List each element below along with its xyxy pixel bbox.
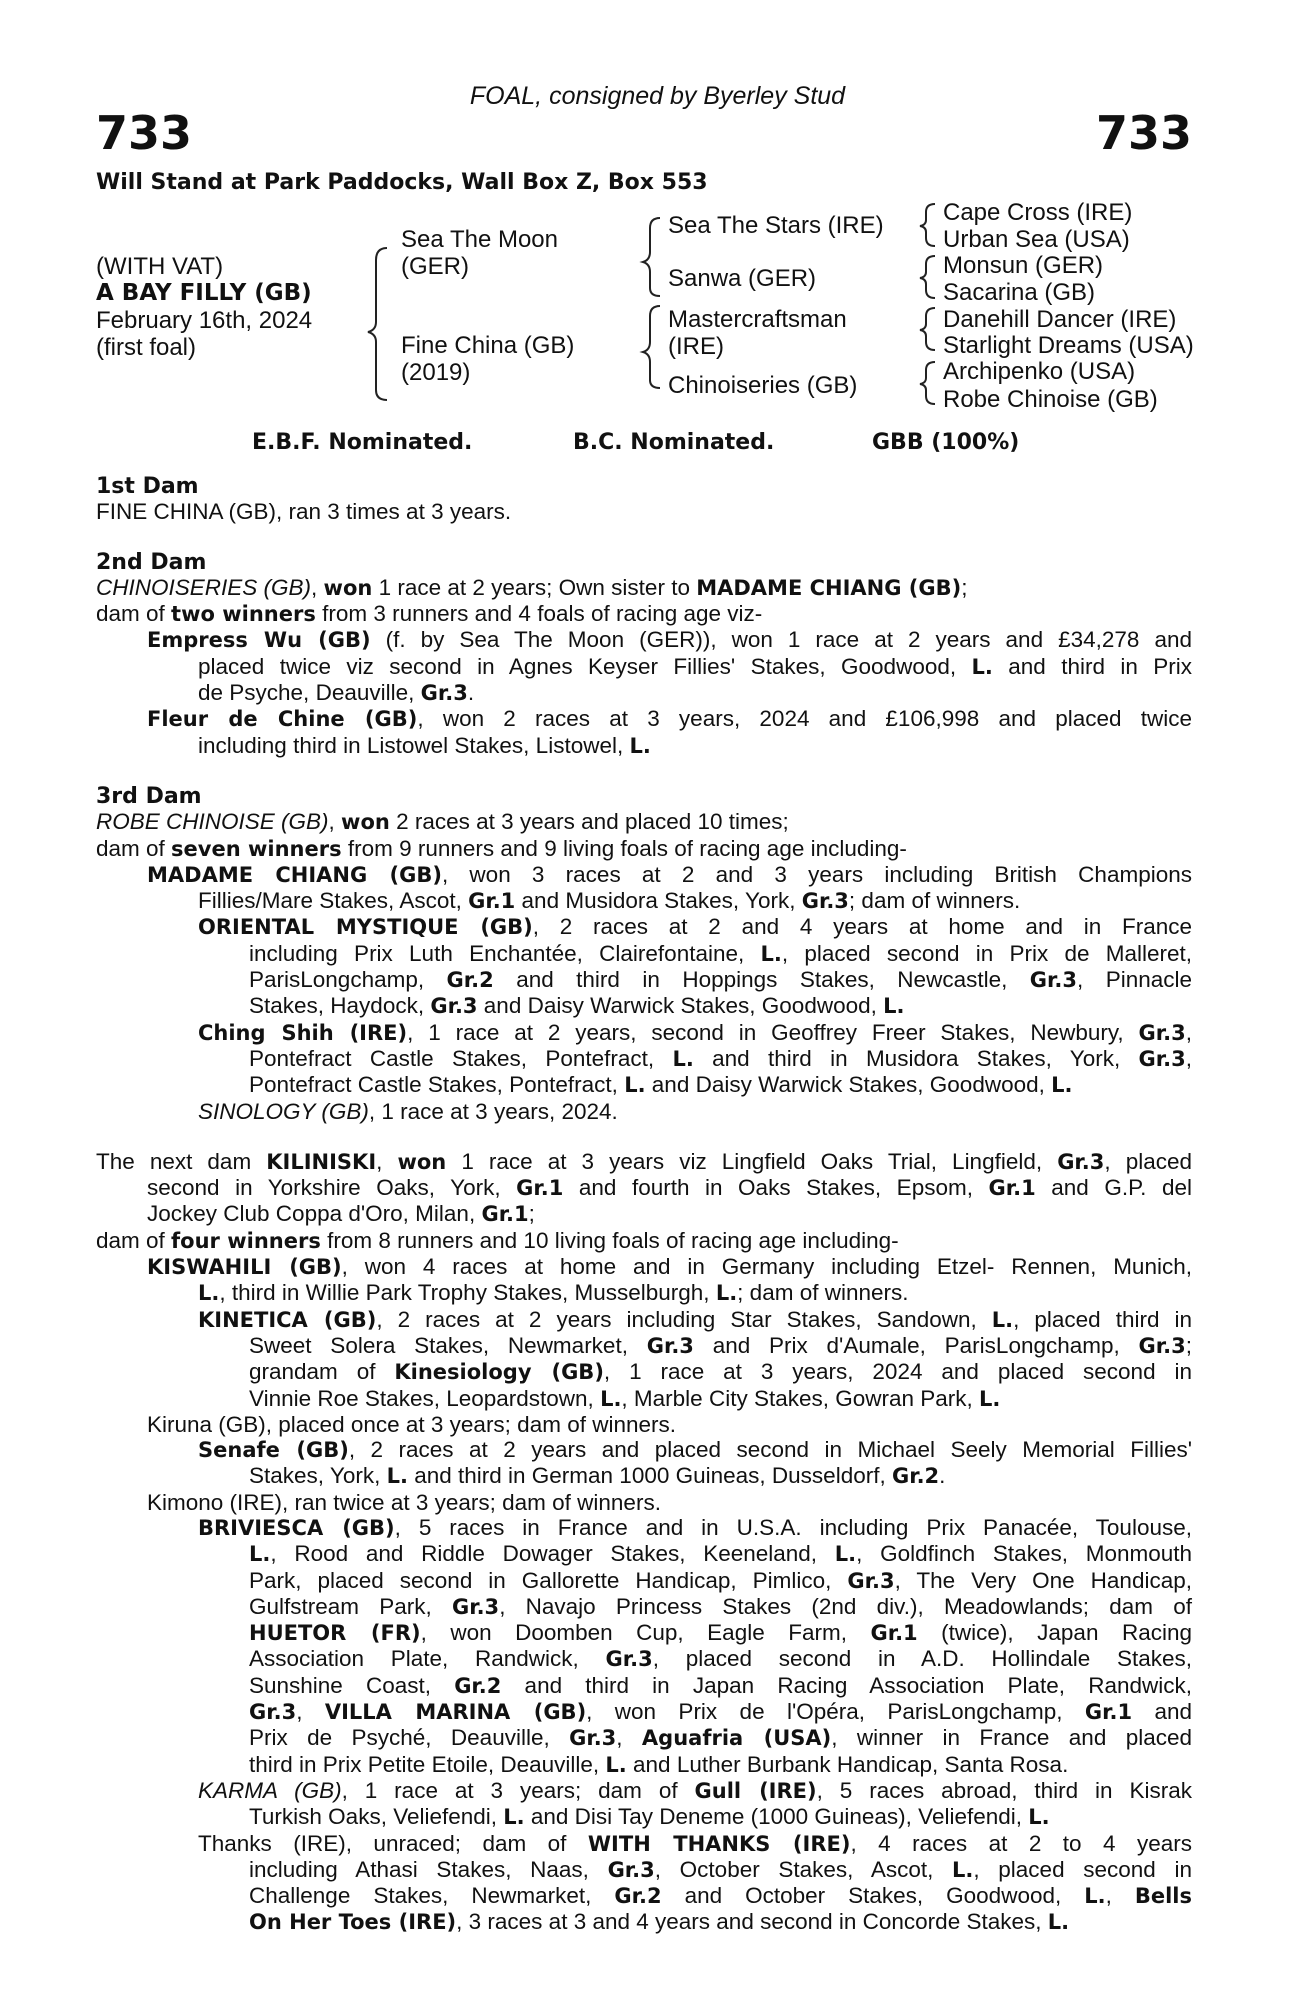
dam-name: Fine China (GB) bbox=[401, 332, 575, 359]
bold-text: Gr.3 bbox=[646, 1333, 694, 1358]
italic-text: SINOLOGY (GB) bbox=[198, 1098, 369, 1124]
pedigree-g5: Danehill Dancer (IRE) bbox=[943, 306, 1177, 333]
text-run: and third in Hoppings Stakes, Newcastle, bbox=[493, 967, 1030, 993]
text-run: . bbox=[939, 1463, 946, 1489]
lot-number-right: 733 bbox=[1095, 106, 1192, 160]
bold-text: L. bbox=[991, 1307, 1014, 1332]
text-line bbox=[96, 1804, 1192, 1830]
text-line bbox=[96, 1594, 1192, 1620]
text-run: and fourth in Oaks Stakes, Epsom, bbox=[563, 1175, 989, 1201]
pedigree-dam-dam: Chinoiseries (GB) bbox=[668, 372, 858, 399]
text-run: , winner in France and placed bbox=[831, 1725, 1193, 1751]
text-line bbox=[96, 1725, 1192, 1751]
bold-text: won bbox=[397, 1149, 447, 1174]
text-run: ParisLongchamp, bbox=[249, 967, 447, 993]
bold-text: L. bbox=[883, 994, 905, 1019]
text-line bbox=[96, 1673, 1192, 1699]
bold-text: Bells bbox=[1134, 1884, 1192, 1909]
bold-text: Gr.1 bbox=[516, 1176, 564, 1201]
text-line bbox=[96, 1883, 1192, 1909]
text-line bbox=[96, 1020, 1192, 1046]
text-line bbox=[96, 1752, 1192, 1778]
text-line bbox=[96, 1099, 1192, 1124]
dam-sire-country: (IRE) bbox=[668, 333, 724, 360]
text-run: dam of bbox=[96, 601, 172, 627]
text-run: Vinnie Roe Stakes, Leopardstown, bbox=[249, 1385, 601, 1411]
text-run: dam of bbox=[96, 1227, 172, 1253]
text-run: Kimono (IRE), ran twice at 3 years; dam of winners. bbox=[147, 1489, 661, 1515]
text-line bbox=[96, 1280, 1192, 1306]
text-run: placed twice viz second in Agnes Keyser Fillies' Stakes, Goodwood, bbox=[198, 653, 972, 679]
text-run: and Daisy Warwick Stakes, Goodwood, bbox=[645, 1072, 1052, 1098]
text-line bbox=[96, 836, 1192, 862]
bold-text: Gr.3 bbox=[451, 1594, 500, 1619]
bold-text: Gr.3 bbox=[607, 1857, 655, 1882]
text-run: Kiruna (GB), placed once at 3 years; dam of winners. bbox=[147, 1411, 677, 1437]
text-line bbox=[96, 1699, 1192, 1725]
bold-text: Gr.3 bbox=[430, 994, 478, 1019]
text-run: grandam of bbox=[249, 1359, 395, 1385]
section-heading: 1st Dam bbox=[96, 474, 199, 499]
pedigree-g1: Cape Cross (IRE) bbox=[943, 199, 1133, 226]
bold-text: Ching Shih (IRE) bbox=[198, 1020, 408, 1045]
text-line bbox=[96, 809, 1192, 835]
text-run: , Pinnacle bbox=[1077, 967, 1192, 993]
text-line bbox=[96, 733, 1192, 759]
text-line bbox=[96, 1175, 1192, 1201]
text-run: , bbox=[376, 1148, 398, 1174]
catalogue-body bbox=[96, 474, 1192, 1936]
bold-text: Gr.1 bbox=[481, 1202, 529, 1227]
bold-text: Gull (IRE) bbox=[694, 1778, 817, 1803]
bold-text: L. bbox=[1084, 1884, 1106, 1909]
text-run: , won 2 races at 3 years, 2024 and £106,998 and placed twice bbox=[417, 706, 1192, 732]
bold-text: Empress Wu (GB) bbox=[147, 628, 371, 653]
bold-text: L. bbox=[624, 1073, 646, 1098]
text-line bbox=[96, 1254, 1192, 1280]
text-run: second in Yorkshire Oaks, York, bbox=[147, 1175, 517, 1201]
text-line bbox=[96, 601, 1192, 627]
text-line bbox=[96, 1857, 1192, 1883]
text-line bbox=[96, 1778, 1192, 1804]
bold-text: seven winners bbox=[171, 836, 342, 861]
text-run: Stakes, York, bbox=[249, 1463, 387, 1489]
text-line bbox=[96, 1333, 1192, 1359]
section-gap bbox=[96, 1124, 1192, 1149]
text-line bbox=[96, 654, 1192, 680]
text-run: and Luther Burbank Handicap, Santa Rosa. bbox=[626, 1751, 1069, 1777]
bold-text: L. bbox=[249, 1542, 271, 1567]
text-run: including Athasi Stakes, Naas, bbox=[249, 1856, 608, 1882]
text-run: Turkish Oaks, Veliefendi, bbox=[249, 1804, 504, 1830]
dam-year: (2019) bbox=[401, 359, 471, 386]
text-run: including Prix Luth Enchantée, Clairefontaine, bbox=[249, 940, 761, 966]
pedigree-g6: Starlight Dreams (USA) bbox=[943, 332, 1194, 359]
text-run: Gulfstream Park, bbox=[249, 1593, 452, 1619]
bold-text: HUETOR (FR) bbox=[249, 1621, 421, 1646]
pedigree-g3: Monsun (GER) bbox=[943, 252, 1104, 279]
bold-text: Gr.3 bbox=[569, 1726, 617, 1751]
text-run: , placed second in bbox=[973, 1856, 1192, 1882]
italic-text: KARMA (GB) bbox=[198, 1777, 342, 1803]
bold-text: Gr.3 bbox=[1138, 1333, 1186, 1358]
text-run: ; dam of winners. bbox=[848, 888, 1021, 914]
text-run: and third in Prix bbox=[992, 653, 1192, 679]
text-line bbox=[96, 1359, 1192, 1385]
text-run: , 5 races abroad, third in Kisrak bbox=[816, 1777, 1192, 1803]
text-run: , 3 races at 3 and 4 years and second in Concorde Stakes, bbox=[456, 1909, 1048, 1935]
text-run: , won Prix de l'Opéra, ParisLongchamp, bbox=[586, 1699, 1085, 1725]
text-run: 1 race at 3 years viz Lingfield Oaks Trial, Lingfield, bbox=[446, 1148, 1058, 1174]
text-run: , 1 race at 3 years, 2024. bbox=[368, 1098, 618, 1124]
text-run: , bbox=[1185, 1045, 1192, 1071]
bold-text: L. bbox=[629, 733, 651, 758]
sire-name: Sea The Moon bbox=[401, 226, 558, 253]
bold-text: L. bbox=[979, 1386, 1001, 1411]
stand-location: Will Stand at Park Paddocks, Wall Box Z, Box 553 bbox=[96, 170, 708, 195]
gbb-rating: GBB (100%) bbox=[872, 430, 1020, 455]
bold-text: Gr.3 bbox=[847, 1568, 895, 1593]
consignment-line: FOAL, consigned by Byerley Stud bbox=[469, 82, 846, 110]
text-line bbox=[96, 1412, 1192, 1437]
bold-text: BRIVIESCA (GB) bbox=[198, 1515, 395, 1540]
pedigree-g8: Robe Chinoise (GB) bbox=[943, 386, 1158, 413]
bold-text: L. bbox=[952, 1857, 974, 1882]
text-run: and third in Musidora Stakes, York, bbox=[693, 1045, 1139, 1071]
bold-text: Fleur de Chine (GB) bbox=[147, 707, 418, 732]
bold-text: KINETICA (GB) bbox=[198, 1307, 377, 1332]
text-run: , 1 race at 3 years; dam of bbox=[341, 1777, 695, 1803]
text-line bbox=[96, 967, 1192, 993]
text-line bbox=[96, 680, 1192, 706]
text-run: , won Doomben Cup, Eagle Farm, bbox=[420, 1620, 871, 1646]
bold-text: Gr.2 bbox=[891, 1464, 940, 1489]
text-line bbox=[96, 1228, 1192, 1254]
text-run: (twice), Japan Racing bbox=[917, 1620, 1192, 1646]
text-run: Stakes, Haydock, bbox=[249, 993, 431, 1019]
text-run: and G.P. del bbox=[1035, 1175, 1192, 1201]
text-line bbox=[96, 1072, 1192, 1098]
text-line bbox=[96, 627, 1192, 653]
pedigree-dam-sire bbox=[668, 306, 847, 360]
text-run: , placed second in A.D. Hollindale Stakes, bbox=[652, 1646, 1192, 1672]
bold-text: Gr.1 bbox=[468, 889, 516, 914]
bold-text: L. bbox=[834, 1542, 857, 1567]
text-line bbox=[96, 1386, 1192, 1412]
bold-text: Gr.3 bbox=[1029, 968, 1077, 993]
text-run: Jockey Club Coppa d'Oro, Milan, bbox=[147, 1201, 482, 1227]
text-line bbox=[96, 1831, 1192, 1857]
bold-text: Gr.3 bbox=[1138, 1046, 1186, 1071]
text-run: de Psyche, Deauville, bbox=[198, 680, 421, 706]
bold-text: four winners bbox=[171, 1228, 321, 1253]
text-run: FINE CHINA (GB), ran 3 times at 3 years. bbox=[96, 499, 512, 525]
pedigree-sire-dam: Sanwa (GER) bbox=[668, 265, 817, 292]
bold-text: Gr.3 bbox=[1138, 1020, 1186, 1045]
text-run: , bbox=[616, 1725, 642, 1751]
text-line bbox=[96, 1515, 1192, 1541]
section-gap bbox=[96, 525, 1192, 550]
text-run: and Prix d'Aumale, ParisLongchamp, bbox=[693, 1332, 1139, 1358]
text-line bbox=[96, 941, 1192, 967]
text-run: , Goldfinch Stakes, Monmouth bbox=[856, 1541, 1192, 1567]
text-line bbox=[96, 575, 1192, 601]
text-run: , Marble City Stakes, Gowran Park, bbox=[621, 1385, 980, 1411]
bold-text: two winners bbox=[171, 602, 316, 627]
bold-text: ORIENTAL MYSTIQUE (GB) bbox=[198, 915, 533, 940]
bold-text: L. bbox=[1028, 1805, 1050, 1830]
text-run: (f. by Sea The Moon (GER)), won 1 race at 2 years and £34,278 and bbox=[370, 627, 1192, 653]
bold-text: VILLA MARINA (GB) bbox=[324, 1700, 587, 1725]
bold-text: L. bbox=[503, 1805, 525, 1830]
text-run: Sweet Solera Stakes, Newmarket, bbox=[249, 1332, 647, 1358]
text-run: Pontefract Castle Stakes, Pontefract, bbox=[249, 1072, 625, 1098]
text-run: , bbox=[296, 1699, 325, 1725]
text-run: , The Very One Handicap, bbox=[894, 1567, 1192, 1593]
text-run: , 4 races at 2 to 4 years bbox=[850, 1830, 1192, 1856]
text-line bbox=[96, 1307, 1192, 1333]
text-run: , won 4 races at home and in Germany including Etzel- Rennen, Munich, bbox=[341, 1254, 1192, 1280]
text-run: , 1 race at 3 years, 2024 and placed second in bbox=[603, 1359, 1192, 1385]
bold-text: L. bbox=[1047, 1910, 1070, 1935]
text-run: Park, placed second in Gallorette Handicap, Pimlico, bbox=[249, 1567, 848, 1593]
bold-text: L. bbox=[600, 1386, 622, 1411]
pedigree-sire bbox=[401, 226, 558, 280]
text-run: ; dam of winners. bbox=[737, 1280, 909, 1306]
text-line bbox=[96, 706, 1192, 732]
bold-text: MADAME CHIANG (GB) bbox=[696, 575, 962, 600]
text-run: including third in Listowel Stakes, Listowel, bbox=[198, 732, 630, 758]
text-run: Sunshine Coast, bbox=[249, 1672, 455, 1698]
text-run: . bbox=[467, 680, 475, 706]
text-line bbox=[96, 993, 1192, 1019]
foal-note: (first foal) bbox=[96, 334, 197, 361]
text-run: from 8 runners and 10 living foals of racing age including- bbox=[320, 1227, 899, 1253]
text-line bbox=[96, 1490, 1192, 1515]
pedigree-g4: Sacarina (GB) bbox=[943, 279, 1096, 306]
text-run: Thanks (IRE), unraced; dam of bbox=[198, 1830, 588, 1856]
text-run: The next dam bbox=[96, 1148, 267, 1174]
bold-text: L. bbox=[672, 1046, 694, 1071]
text-run: and October Stakes, Goodwood, bbox=[661, 1883, 1085, 1909]
bold-text: Gr.2 bbox=[614, 1884, 662, 1909]
bold-text: Gr.3 bbox=[249, 1700, 297, 1725]
text-run: , 2 races at 2 years including Star Stakes, Sandown, bbox=[376, 1306, 992, 1332]
foaled-date: February 16th, 2024 bbox=[96, 307, 313, 334]
bold-text: Kinesiology (GB) bbox=[394, 1360, 604, 1385]
bold-text: L. bbox=[1051, 1073, 1073, 1098]
text-line bbox=[96, 1568, 1192, 1594]
bold-text: Gr.3 bbox=[605, 1647, 653, 1672]
text-run: and third in German 1000 Guineas, Dusseldorf, bbox=[407, 1463, 892, 1489]
text-line bbox=[96, 1646, 1192, 1672]
pedigree-g2: Urban Sea (USA) bbox=[943, 226, 1130, 253]
bc-nomination: B.C. Nominated. bbox=[573, 430, 775, 455]
lot-number-left: 733 bbox=[96, 106, 193, 160]
text-run: , October Stakes, Ascot, bbox=[654, 1856, 953, 1882]
text-run: , Navajo Princess Stakes (2nd div.), Meadowlands; dam of bbox=[499, 1593, 1192, 1619]
bold-text: L. bbox=[760, 941, 782, 966]
bold-text: KILINISKI bbox=[266, 1149, 377, 1174]
text-run: Association Plate, Randwick, bbox=[249, 1646, 606, 1672]
vat-label: (WITH VAT) bbox=[96, 253, 224, 280]
text-run: ; bbox=[528, 1201, 535, 1227]
bold-text: Gr.3 bbox=[1057, 1149, 1105, 1174]
text-run: and Disi Tay Deneme (1000 Guineas), Veliefendi, bbox=[524, 1804, 1029, 1830]
text-run: 1 race at 2 years; Own sister to bbox=[372, 574, 697, 600]
bold-text: Gr.1 bbox=[1084, 1700, 1133, 1725]
bold-text: L. bbox=[386, 1464, 408, 1489]
text-run: 2 races at 3 years and placed 10 times; bbox=[389, 809, 789, 835]
text-line bbox=[96, 1909, 1192, 1935]
section-heading: 3rd Dam bbox=[96, 783, 202, 809]
text-run: , 2 races at 2 and 4 years at home and in France bbox=[532, 914, 1193, 940]
italic-text: ROBE CHINOISE (GB) bbox=[96, 809, 329, 835]
bold-text: Gr.3 bbox=[420, 681, 468, 706]
text-run: ; bbox=[961, 574, 968, 600]
text-run: , third in Willie Park Trophy Stakes, Musselburgh, bbox=[219, 1280, 716, 1306]
text-run: and Daisy Warwick Stakes, Goodwood, bbox=[477, 993, 884, 1019]
bold-text: Gr.2 bbox=[454, 1673, 502, 1698]
text-run: , bbox=[328, 809, 342, 835]
text-line bbox=[96, 1620, 1192, 1646]
pedigree-g7: Archipenko (USA) bbox=[943, 358, 1136, 385]
text-line bbox=[96, 1149, 1192, 1175]
text-run: , placed third in bbox=[1013, 1306, 1192, 1332]
text-run: , Rood and Riddle Dowager Stakes, Keeneland, bbox=[270, 1541, 835, 1567]
section-gap bbox=[96, 759, 1192, 784]
text-run: Prix de Psyché, Deauville, bbox=[249, 1725, 570, 1751]
bold-text: Gr.2 bbox=[446, 968, 494, 993]
bold-text: won bbox=[323, 575, 373, 600]
text-run: , 2 races at 2 years and placed second in Michael Seely Memorial Fillies' bbox=[348, 1437, 1192, 1463]
bold-text: L. bbox=[605, 1752, 627, 1777]
text-line bbox=[96, 888, 1192, 914]
text-run: , placed second in Prix de Malleret, bbox=[781, 940, 1192, 966]
bold-text: On Her Toes (IRE) bbox=[249, 1910, 457, 1935]
text-run: from 9 runners and 9 living foals of racing age including- bbox=[341, 835, 907, 861]
text-run: third in Prix Petite Etoile, Deauville, bbox=[249, 1751, 606, 1777]
text-run: dam of bbox=[96, 835, 172, 861]
pedigree-sire-sire: Sea The Stars (IRE) bbox=[668, 212, 884, 239]
bold-text: WITH THANKS (IRE) bbox=[587, 1831, 851, 1856]
bold-text: L. bbox=[198, 1281, 220, 1306]
ebf-nomination: E.B.F. Nominated. bbox=[252, 430, 473, 455]
bold-text: MADAME CHIANG (GB) bbox=[147, 862, 442, 887]
bold-text: Gr.3 bbox=[801, 889, 849, 914]
sire-country: (GER) bbox=[401, 253, 469, 280]
text-run: , placed bbox=[1104, 1148, 1193, 1174]
section-heading: 2nd Dam bbox=[96, 549, 207, 575]
text-run: , bbox=[1105, 1883, 1135, 1909]
text-run: and Musidora Stakes, York, bbox=[515, 888, 802, 914]
text-run: and third in Japan Racing Association Plate, Randwick, bbox=[501, 1672, 1192, 1698]
text-run: Challenge Stakes, Newmarket, bbox=[249, 1883, 615, 1909]
text-run: Fillies/Mare Stakes, Ascot, bbox=[198, 888, 469, 914]
bold-text: Senafe (GB) bbox=[198, 1438, 349, 1463]
text-line bbox=[96, 1201, 1192, 1227]
text-line bbox=[96, 499, 1192, 524]
pedigree-dam bbox=[401, 332, 574, 386]
bold-text: Gr.1 bbox=[870, 1621, 918, 1646]
text-line bbox=[96, 862, 1192, 888]
text-line bbox=[96, 1437, 1192, 1463]
bold-text: KISWAHILI (GB) bbox=[147, 1255, 342, 1280]
text-run: , 1 race at 2 years, second in Geoffrey Freer Stakes, Newbury, bbox=[407, 1019, 1139, 1045]
horse-description: A BAY FILLY (GB) bbox=[96, 280, 312, 306]
bold-text: Aguafria (USA) bbox=[641, 1726, 832, 1751]
text-run: , won 3 races at 2 and 3 years including British Champions bbox=[441, 861, 1192, 887]
text-line bbox=[96, 1541, 1192, 1567]
text-line bbox=[96, 1046, 1192, 1072]
dam-sire-name: Mastercraftsman bbox=[668, 306, 847, 333]
text-run: Pontefract Castle Stakes, Pontefract, bbox=[249, 1045, 673, 1071]
italic-text: CHINOISERIES (GB) bbox=[96, 574, 312, 600]
bold-text: won bbox=[341, 810, 390, 835]
bold-text: L. bbox=[715, 1281, 738, 1306]
bold-text: Gr.1 bbox=[988, 1176, 1036, 1201]
text-run: , 5 races in France and in U.S.A. including Prix Panacée, Toulouse, bbox=[394, 1514, 1192, 1540]
bold-text: L. bbox=[971, 654, 993, 679]
text-run: , bbox=[1185, 1019, 1192, 1045]
text-run: from 3 runners and 4 foals of racing age viz- bbox=[315, 601, 763, 627]
text-run: ; bbox=[1185, 1332, 1193, 1358]
text-run: , bbox=[311, 574, 324, 600]
text-run: and bbox=[1132, 1699, 1192, 1725]
text-line bbox=[96, 1463, 1192, 1489]
text-line bbox=[96, 914, 1192, 940]
